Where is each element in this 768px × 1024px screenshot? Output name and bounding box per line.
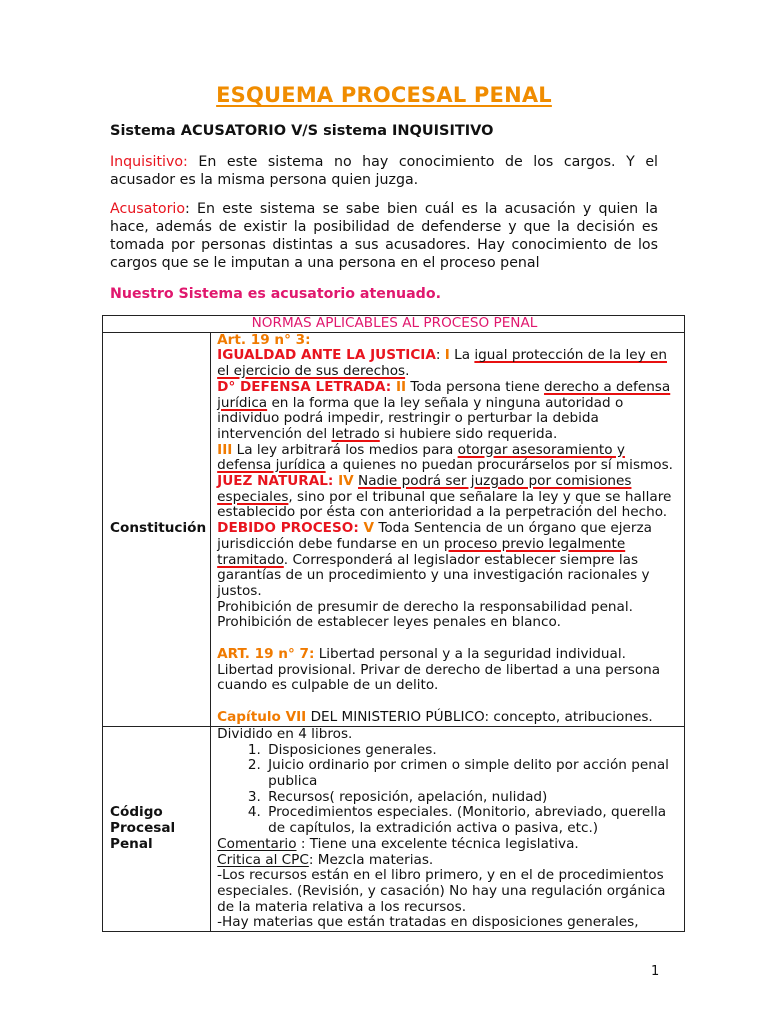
spacer <box>217 631 680 647</box>
defensa-underlined: derecho a defensa jurídica <box>217 378 671 411</box>
iii-post: a quienes no puedan procurárselos por sí mismos. <box>325 457 673 474</box>
juez-paragraph <box>217 474 680 521</box>
critica-line <box>217 853 680 869</box>
critica-label: Critica al CPC <box>217 851 309 868</box>
defensa-paragraph <box>217 380 680 443</box>
row-label-codigo: Código Procesal Penal <box>103 726 211 931</box>
defensa-label: D° DEFENSA LETRADA: <box>217 378 396 395</box>
paragraph-acusatorio <box>110 200 658 272</box>
table-header-row <box>103 316 685 333</box>
igualdad-post: . <box>405 363 410 380</box>
defensa-pre: Toda persona tiene <box>406 378 545 395</box>
inquisitivo-label: Inquisitivo: <box>110 154 188 170</box>
capitulo-text: DEL MINISTERIO PÚBLICO: concepto, atribuciones. <box>306 709 653 726</box>
table-header: NORMAS APLICABLES AL PROCESO PENAL <box>103 316 685 333</box>
page-number: 1 <box>651 964 660 979</box>
spacer <box>217 694 680 710</box>
art19n7-paragraph <box>217 647 680 694</box>
list-item: 3. Recursos( reposición, apelación, nulidad) <box>265 790 680 806</box>
critica-detail-2: -Hay materias que están tratadas en disposiciones generales, <box>217 914 639 931</box>
capitulo-paragraph <box>217 710 680 726</box>
art19n3-heading: Art. 19 n° 3: <box>217 331 311 348</box>
igualdad-paragraph <box>217 348 680 379</box>
nuestro-sistema-note: Nuestro Sistema es acusatorio atenuado. <box>110 286 441 302</box>
debido-post: . Corresponderá al legislador establecer siempre las garantías de un procedimiento y una investigación racionales y justos. <box>217 551 650 599</box>
juez-underlined: Nadie podrá ser juzgado por comisiones especiales <box>217 473 632 505</box>
juez-label: JUEZ NATURAL: <box>217 473 339 490</box>
critica-text: : Mezcla materias. <box>308 851 434 868</box>
juez-post: , sino por el tribunal que señalare la ley y que se hallare establecido por ésta con anterioridad a la perpetración del hecho. <box>217 488 672 521</box>
document-subtitle: Sistema ACUSATORIO V/S sistema INQUISITIVO <box>110 123 494 139</box>
juez-num: IV <box>338 473 354 490</box>
list-item: 4. Procedimientos especiales. (Monitorio, abreviado, querella de capítulos, la extradición activa o pasiva, etc.) <box>265 805 680 836</box>
codigo-intro: Dividido en 4 libros. <box>217 725 353 742</box>
acusatorio-text: : En este sistema se sabe bien cuál es la acusación y quien la hace, además de existir la posibilidad de defenderse y que la decisión es tomada por personas distintas a sus acusadores. Hay conocimiento de los cargos que se le imputan a una persona en el proceso penal <box>110 201 658 271</box>
acusatorio-label: Acusatorio <box>110 201 186 217</box>
debido-paragraph <box>217 521 680 600</box>
debido-underlined: proceso previo legalmente tramitado <box>217 535 626 568</box>
defensa-underlined-2: letrado <box>331 425 380 442</box>
capitulo-label: Capítulo VII <box>217 709 307 726</box>
comentario-label: Comentario <box>217 835 297 852</box>
igualdad-num: I <box>444 347 450 364</box>
debido-label: DEBIDO PROCESO: <box>217 520 364 537</box>
inquisitivo-text: En este sistema no hay conocimiento de los cargos. Y el acusador es la misma persona quien juzga. <box>110 154 658 188</box>
table-row-codigo <box>103 726 685 931</box>
comentario-text: : Tiene una excelente técnica legislativa. <box>296 835 579 852</box>
row-content-codigo <box>211 726 685 931</box>
libros-list <box>217 743 680 837</box>
prohibicion-1: Prohibición de presumir de derecho la responsabilidad penal. <box>217 598 633 615</box>
iii-paragraph <box>217 443 680 474</box>
defensa-mid: en la forma que la ley señala y ninguna autoridad o individuo podrá impedir, restringir o perturbar la debida intervención del <box>217 394 624 442</box>
igualdad-label: IGUALDAD ANTE LA JUSTICIA <box>217 347 436 364</box>
igualdad-pre: La <box>449 347 475 364</box>
igualdad-underlined: igual protección de la ley en el ejercicio de sus derechos <box>217 347 667 380</box>
critica-detail-1: -Los recursos están en el libro primero, y en el de procedimientos especiales. (Revisión, y casación) No hay una regulación orgánica de la materia relativa a los recursos. <box>217 867 666 915</box>
row-content-constitucion <box>211 332 685 726</box>
row-label-constitucion: Constitución <box>103 332 211 726</box>
table-row-constitucion <box>103 332 685 726</box>
iii-num: III <box>217 441 233 458</box>
igualdad-sep: : <box>435 347 445 364</box>
art19n7-heading: ART. 19 n° 7: <box>217 646 315 663</box>
debido-num: V <box>363 520 375 537</box>
iii-underlined: otorgar asesoramiento y defensa jurídica <box>217 441 625 474</box>
prohibicion-2: Prohibición de establecer leyes penales en blanco. <box>217 614 561 631</box>
defensa-post: si hubiere sido requerida. <box>379 425 558 442</box>
comentario-line <box>217 837 680 853</box>
art19n7-text: Libertad personal y a la seguridad individual. Libertad provisional. Privar de derecho de libertad a una persona cuando es culpable de un delito. <box>217 646 661 694</box>
list-item: 2. Juicio ordinario por crimen o simple delito por acción penal publica <box>265 758 680 789</box>
list-item: 1. Disposiciones generales. <box>265 743 680 759</box>
iii-pre: La ley arbitrará los medios para <box>232 441 458 458</box>
defensa-num: II <box>395 378 407 395</box>
debido-pre: Toda Sentencia de un órgano que ejerza jurisdicción debe fundarse en un <box>217 520 652 552</box>
norms-table <box>102 315 685 932</box>
paragraph-inquisitivo <box>110 153 658 189</box>
document-title: ESQUEMA PROCESAL PENAL <box>216 83 552 107</box>
